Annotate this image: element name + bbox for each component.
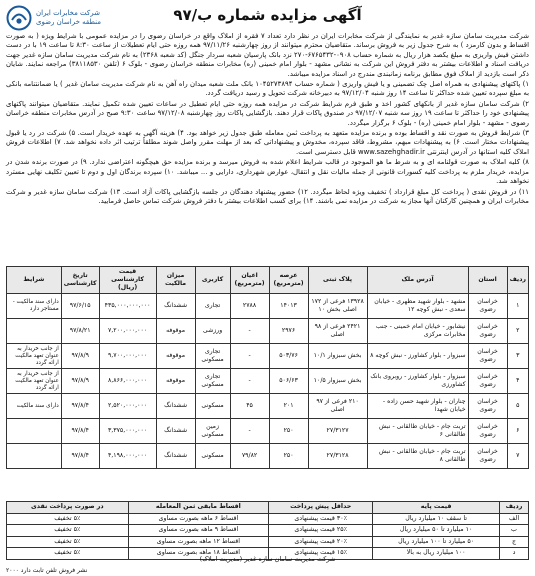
cell-no: ۲	[507, 319, 528, 344]
cell-cond: دارای سند مالکیت - مستاجر دارد	[7, 294, 62, 319]
col-date: تاریخ کارشناسی	[61, 267, 99, 294]
cell-use: تجاری مسکونی	[195, 344, 230, 369]
cell-price: ۹,۷۰۰,۰۰۰,۰۰۰	[99, 344, 156, 369]
intro-paragraph: ۳) شرایط فروش به صورت نقد و اقساط بوده و برنده مزایده متعهد به پرداخت ثمن معامله طبق جدول زیر خواهد بود. ۴) هزینه آگهی به عهده خریدار است. ۵) شرکت در رد یا قبول پیشنهادات مختار است. ۶) به پیشنهادات مبهم، مشروط، فاقد سپرده، مخدوش و پیشنهاداتی که بعد از مهلت مقرر واصل شوند مطلقاً ترتیب اثر داده نخواهد شد. ۷) اطلاعات فروش املاک کلیه استانها در آدرس اینترنتی www.sazehghadir.ir قابل دسترسی است.	[6, 129, 529, 156]
payment-table-header	[7, 502, 529, 514]
intro-text	[6, 32, 529, 207]
cell-date: ۹۷/۸/۴	[61, 394, 99, 419]
pay-cell-cash: ۵٪ تخفیف	[7, 548, 129, 560]
cell-building: -	[230, 419, 269, 444]
assets-table	[6, 266, 529, 469]
cell-no: ۷	[507, 444, 528, 469]
cell-no: ۵	[507, 394, 528, 419]
cell-plate: ۲۱۰ فرعی از ۹۷ اصلی	[308, 394, 367, 419]
cell-date: ۹۷/۶/۱۵	[61, 294, 99, 319]
cell-cond	[7, 444, 62, 469]
cell-province: خراسان رضوی	[468, 294, 507, 319]
cell-price: ۸,۸۶۶,۰۰۰,۰۰۰	[99, 369, 156, 394]
col-ownership: میزان مالکیت	[156, 267, 195, 294]
pay-cell-down: ۲۵٪ قیمت پیشنهادی	[269, 525, 373, 537]
cell-use: تجاری مسکونی	[195, 369, 230, 394]
payment-table-body	[7, 513, 529, 559]
pay-cell-no: ب	[500, 525, 529, 537]
cell-plate: ۲۴۲۱ فرعی از ۹۸ اصلی	[308, 319, 367, 344]
col-plate: پلاک ثبتی	[308, 267, 367, 294]
col-row: ردیف	[507, 267, 528, 294]
cell-ownership: موقوفه	[156, 344, 195, 369]
pay-cell-inst: اقساط ۱۲ ماهه بصورت مساوی	[128, 536, 268, 548]
cell-land: ۲۹۷۶	[269, 319, 308, 344]
pay-cell-down: ۳۰٪ قیمت پیشنهادی	[269, 513, 373, 525]
cell-cond	[7, 419, 62, 444]
cell-price: ۷,۲۰۰,۰۰۰,۰۰۰	[99, 319, 156, 344]
pay-col-cash: در صورت پرداخت نقدی	[7, 502, 129, 514]
cell-plate: بخش سبزوار ۱۰/۵	[308, 369, 367, 394]
cell-building: ۴۵	[230, 394, 269, 419]
table-row	[7, 319, 529, 344]
assets-table-header	[7, 267, 529, 294]
cell-cond	[7, 319, 62, 344]
cell-ownership: ششدانگ	[156, 294, 195, 319]
table-row	[7, 344, 529, 369]
cell-land: ۵۰۶/۶۳	[269, 369, 308, 394]
table-row	[7, 513, 529, 525]
cell-building: ۲۷۸۸	[230, 294, 269, 319]
cell-province: خراسان رضوی	[468, 344, 507, 369]
cell-no: ۶	[507, 419, 528, 444]
pay-cell-down: ۲۰٪ قیمت پیشنهادی	[269, 536, 373, 548]
table-row	[7, 419, 529, 444]
cell-address: تربت جام - خیابان طالقانی - نبش طالقانی ۶	[367, 419, 468, 444]
table-row	[7, 394, 529, 419]
cell-cond: از جانب خریدار به عنوان تعهد مالکیت ارائه گردد	[7, 369, 62, 394]
cell-province: خراسان رضوی	[468, 394, 507, 419]
cell-land: ۲۰۱	[269, 394, 308, 419]
cell-date: ۹۷/۸/۹	[61, 344, 99, 369]
pay-cell-base: تا سقف ۱۰ میلیارد ریال	[373, 513, 500, 525]
pay-cell-base: ۵۰ میلیارد تا ۱۰۰ میلیارد ریال	[373, 536, 500, 548]
cell-building: -	[230, 319, 269, 344]
cell-no: ۱	[507, 294, 528, 319]
cell-date: ۹۷/۸/۴	[61, 444, 99, 469]
cell-province: خراسان رضوی	[468, 444, 507, 469]
col-conditions: شرایط	[7, 267, 62, 294]
pay-col-installments: اقساط مابقی ثمن المعامله	[128, 502, 268, 514]
intro-paragraph: ۱۱) در فروش نقدی ( پرداخت کل مبلغ قرارداد ) تخفیف ویژه لحاظ میگردد. ۱۲) حضور پیشنهاد دهندگان در جلسه بازگشایی پاکات آزاد است. ۱۳) شرکت سامان سازه غدیر و شرکت مخابرات ایران و همچنین کارکنان آنها مجاز به شرکت در مزایده نمی باشند. ۱۴) برای کسب اطلاعات بیشتر با دفتر فروش شرکت تماس حاصل فرمایید.	[6, 187, 530, 205]
table-row	[7, 525, 529, 537]
footer-note: شرکت مدیریت سامان سازه غدیر (مدیریت املاک)	[199, 555, 336, 563]
pay-cell-inst: اقساط ۹ ماهه بصورت مساوی	[128, 525, 268, 537]
intro-paragraph: شرکت مدیریت سامان سازه غدیر به نمایندگی از شرکت مخابرات ایران در نظر دارد تعداد ۷ فقره از املاک واقع در خراسان رضوی را در مزایده عمومی با شرایط ویژه ( به صورت اقساط و بدون کارمزد ) به شرح جدول زیر به فروش برساند. متقاضیان محترم میتوانند از روز چهارشنبه ۹۷/۱۱/۲۶ همه روزه حتی ایام تعطیلات از ساعت ۸:۳۰ تا ساعت ۱۹ با در دست داشتن فیش واریزی به مبلغ یکصد هزار ریال به شماره حساب ۰۹۰۸-۶۷۶۵۴۳۲-۲۷۰ نزد بانک پارسیان شعبه سردار جنگل (کد شعبه ۲۳۶۸) به نام شرکت مدیریت سامان سازه غدیر جهت دریافت اسناد و اطلاعات بیشتر به دفتر فروش این شرکت به نشانی مشهد - بلوار امام خمینی (ره) مخابرات منطقه خراسان رضوی - بلوک ۶ (تلفن ۳۸۱۱۸۵۳۰) مراجعه نمایند. شایان ذکر است بازدید از املاک فوق مطابق برنامه زمانبندی مندرج در اسناد مزایده میباشد.	[6, 32, 530, 78]
cell-date: ۹۷/۸/۹	[61, 369, 99, 394]
cell-address: سبزوار - بلوار کشاورز - روبروی بانک کشاورزی	[367, 369, 468, 394]
cell-ownership: موقوفه	[156, 369, 195, 394]
table-row	[7, 536, 529, 548]
cell-ownership: ششدانگ	[156, 419, 195, 444]
cell-land: ۵۰۳/۷۶	[269, 344, 308, 369]
cell-date: ۹۷/۸/۴	[61, 419, 99, 444]
table-row	[7, 369, 529, 394]
pay-cell-inst: اقساط ۶ ماهه بصورت مساوی	[128, 513, 268, 525]
cell-building: -	[230, 369, 269, 394]
pay-cell-base: ۱۰۰ میلیارد ریال به بالا	[373, 548, 500, 560]
cell-ownership: ششدانگ	[156, 444, 195, 469]
cell-land: ۱۴۰۱۳	[269, 294, 308, 319]
intro-paragraph: ۸) کلیه املاک به صورت قولنامه ای و به شرط ما هو الموجود در قالب شرایط اعلام شده به فروش میرسد و برنده مزایده حق هیچگونه اعتراضی ندارد. ۹) در صورت برنده شدن در مزایده، خریدار ملزم به پرداخت کلیه کسورات قانونی از جمله مالیات نقل و انتقال، عوارض شهرداری، دارایی و ... میباشد. ۱۰) سپرده برندگان اول و دوم تا تعیین تکلیف نهایی مسترد نخواهد شد.	[6, 158, 529, 186]
cell-plate: ۲۷/۳۱۲۸	[308, 444, 367, 469]
col-province: استان	[468, 267, 507, 294]
cell-building: ۷۹/۸۲	[230, 444, 269, 469]
col-address: آدرس ملک	[367, 267, 468, 294]
pay-cell-no: د	[500, 548, 529, 560]
pay-cell-no: ج	[500, 536, 529, 548]
pay-cell-cash: ۵٪ تخفیف	[7, 525, 129, 537]
intro-paragraph: ۱) پاکتهای پیشنهادی به همراه اصل چک تضمینی و یا فیش واریزی ( شماره حساب ۱۰۴۵۲۷۳۸۹۴ بانک ملت شعبه میدان راه آهن به نام شرکت مدیریت سامان غدیر ) یا ضمانتنامه بانکی به مبلغ سپرده تعیین شده حداکثر تا ساعت ۱۴ روز شنبه ۹۷/۱۲/۰۴ به دبیرخانه شرکت تحویل و رسید دریافت گردد.	[6, 80, 530, 98]
cell-plate: ۲۷/۳۱۲۷	[308, 419, 367, 444]
page-title: آگهی مزایده شماره ب/۹۷	[173, 6, 362, 24]
cell-use: ورزشی	[195, 319, 230, 344]
cell-province: خراسان رضوی	[468, 419, 507, 444]
pay-cell-base: ۱۰ میلیارد تا ۵۰ میلیارد ریال	[373, 525, 500, 537]
cell-ownership: ششدانگ	[156, 394, 195, 419]
payment-table	[6, 501, 529, 560]
cell-no: ۳	[507, 344, 528, 369]
pay-col-down: حداقل پیش پرداخت	[269, 502, 373, 514]
cell-price: ۳,۳۷۵,۰۰۰,۰۰۰	[99, 419, 156, 444]
pay-col-row: ردیف	[500, 502, 529, 514]
cell-plate: ۱۳۹۲۸ فرعی از ۱۷۲ اصلی بخش ۱۰	[308, 294, 367, 319]
assets-table-body	[7, 294, 529, 469]
cell-building: -	[230, 344, 269, 369]
cell-land: ۲۵۰	[269, 419, 308, 444]
cell-address: سبزوار - بلوار کشاورز - نبش کوچه ۸	[367, 344, 468, 369]
col-price: قیمت کارشناسی (ریال)	[99, 267, 156, 294]
cell-use: مسکونی	[195, 444, 230, 469]
logo-text: شرکت مخابرات ایران منطقه خراسان رضوی	[36, 9, 102, 26]
cell-address: چناران - بلوار شهید حسن زاده - خیابان شهدا	[367, 394, 468, 419]
cell-use: زمین مسکونی	[195, 419, 230, 444]
cell-cond: دارای سند مالکیت	[7, 394, 62, 419]
cell-cond: از جانب خریدار به عنوان تعهد مالکیت ارائه گردد	[7, 344, 62, 369]
pay-cell-cash: ۵٪ تخفیف	[7, 513, 129, 525]
col-land: عرصه (مترمربع)	[269, 267, 308, 294]
cell-price: ۴,۱۹۸,۰۰۰,۰۰۰	[99, 444, 156, 469]
table-row	[7, 294, 529, 319]
cell-address: مشهد - بلوار شهید مطهری - خیابان سعدی - نبش کوچه ۱۲	[367, 294, 468, 319]
publisher-credit: نشر فروش تلفن تابت دارد ۲۰۰۰	[6, 567, 88, 574]
col-use: کاربری	[195, 267, 230, 294]
cell-date: ۹۷/۸/۲۱	[61, 319, 99, 344]
col-building: اعیان (مترمربع)	[230, 267, 269, 294]
table-row	[7, 444, 529, 469]
cell-price: ۴۳۵,۰۰۰,۰۰۰,۰۰۰	[99, 294, 156, 319]
cell-ownership: موقوفه	[156, 319, 195, 344]
cell-province: خراسان رضوی	[468, 319, 507, 344]
intro-paragraph: ۲) شرکت سامان سازه غدیر از بانکهای کشور اخذ و طبق فرم شرایط شرکت در مزایده همه روزه حتی ایام تعطیل در ساعات تعیین شده تکمیل نمایند. متقاضیان میتوانند پاکتهای پیشنهادی خود را حداکثر تا ساعت ۱۹ روز سه شنبه ۹۷/۱۲/۰۷ در صندوق پاکات قرار دهند. بازگشایی پاکات روز چهارشنبه ۹۷/۱۲/۰۸ ساعت ۹:۳۰ صبح در آدرس مخابرات منطقه خراسان رضوی - مشهد - بلوار امام خمینی (ره) - بلوک ۶ برگزار میگردد.	[6, 99, 529, 127]
pay-cell-down: ۱۵٪ قیمت پیشنهادی	[269, 548, 373, 560]
pay-cell-inst: اقساط ۱۸ ماهه بصورت مساوی	[128, 548, 268, 560]
cell-no: ۴	[507, 369, 528, 394]
cell-use: مسکونی	[195, 394, 230, 419]
cell-address: نیشابور - خیابان امام خمینی - جنب مخابرات مرکزی	[367, 319, 468, 344]
cell-province: خراسان رضوی	[468, 369, 507, 394]
cell-plate: بخش سبزوار ۱۰/۱	[308, 344, 367, 369]
cell-use: تجاری	[195, 294, 230, 319]
cell-land: ۲۵۰	[269, 444, 308, 469]
cell-address: تربت جام - خیابان طالقانی - نبش طالقانی ۸	[367, 444, 468, 469]
pay-cell-cash: ۵٪ تخفیف	[7, 536, 129, 548]
pay-col-base: قیمت پایه	[373, 502, 500, 514]
pay-cell-no: الف	[500, 513, 529, 525]
cell-price: ۲,۵۲۰,۰۰۰,۰۰۰	[99, 394, 156, 419]
